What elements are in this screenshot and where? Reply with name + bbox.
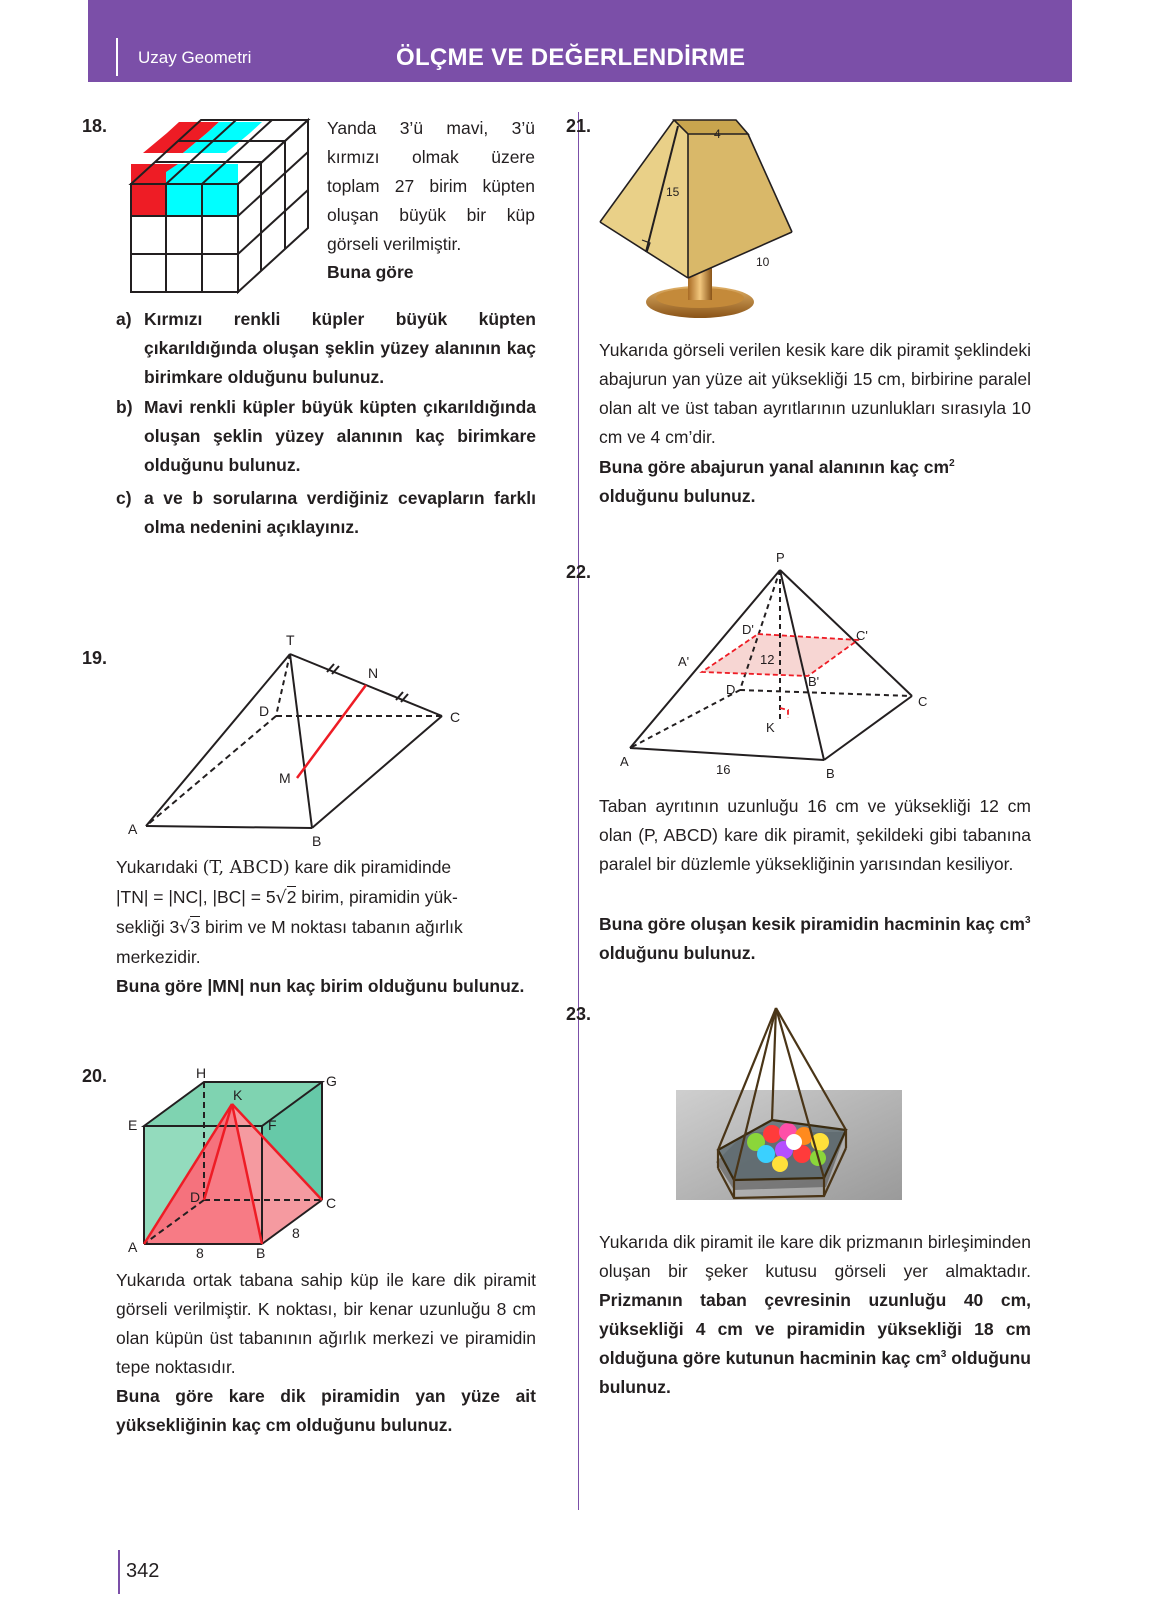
q19-coef-2: 3 — [169, 917, 180, 937]
q18-item-b-label: b) — [116, 397, 133, 417]
q19-text-3: |TN| = |NC|, |BC| = — [116, 887, 266, 907]
q23-text-intro: Yukarıda dik piramit ile kare dik prizmanın birleşiminden oluşan bir şeker kutusu görseli yer almaktadır. — [599, 1232, 1031, 1281]
q19-label-c: C — [450, 709, 461, 725]
q21-text: Yukarıda görseli verilen kesik kare dik piramit şeklindeki abajurun yan yüze ait yüksekliği 15 cm, birbirine paralel olan alt ve üst taban ayrıtlarının uzunlukları sırasıyla 10 cm ve 4 cm’dir. — [599, 340, 1031, 447]
page-title: ÖLÇME VE DEĞERLENDİRME — [396, 44, 746, 71]
section-name: Uzay Geometri — [138, 48, 252, 67]
column-divider — [578, 112, 579, 1510]
q19-question: Buna göre |MN| nun kaç birim olduğunu bulunuz. — [116, 976, 525, 996]
q19-label-b: B — [312, 833, 322, 849]
q22-question — [599, 910, 1031, 968]
q19-radicand-1: 2 — [286, 887, 297, 907]
q20-text: Yukarıda ortak tabana sahip küp ile kare dik piramit görseli verilmiştir. K noktası, bir kenar uzunluğu 8 cm olan küpün üst tabanının ağırlık merkezi ve piramidin tepe noktasıdır. — [116, 1270, 536, 1377]
q20-label-f: F — [268, 1117, 277, 1133]
q19-text-4: birim, piramidin yük- — [296, 887, 458, 907]
q19-text-6: birim ve M noktası tabanın ağırlık — [200, 917, 463, 937]
q22-label-a1: A' — [678, 654, 690, 669]
q18-item-c-label: c) — [116, 488, 132, 508]
q22-label-c: C — [918, 694, 928, 709]
q22-label-p: P — [776, 550, 785, 565]
question-21-number: 21. — [566, 116, 592, 136]
q19-text-2: kare dik piramidinde — [289, 857, 452, 877]
q23-question-end: olduğunu bulunuz. — [599, 1348, 1031, 1397]
q19-radicand-2: 3 — [190, 917, 201, 937]
q21-question-end: olduğunu bulunuz. — [599, 486, 756, 506]
q23-question-text: Prizmanın taban çevresinin uzunluğu 40 cm, yüksekliği 4 cm ve piramidin yüksekliği 18 cm olduğuna göre kutunun hacminin kaç cm — [599, 1290, 1031, 1368]
q22-label-k: K — [766, 720, 775, 735]
question-22-number: 22. — [566, 562, 592, 582]
question-20-number: 20. — [82, 1066, 108, 1086]
q19-text-1: Yukarıdaki — [116, 857, 203, 877]
q21-label-top: 4 — [714, 127, 721, 141]
q22-question-text: Buna göre oluşan kesik piramidin hacminin kaç cm — [599, 914, 1025, 934]
q21-question-sup: 2 — [949, 458, 955, 470]
q19-text-7: merkezidir. — [116, 947, 201, 967]
q18-cube-figure — [120, 112, 310, 298]
q18-item-c — [116, 484, 536, 542]
q19-pyramid-figure — [120, 630, 480, 850]
q22-label-b1: B' — [808, 674, 820, 689]
q20-label-e: E — [128, 1117, 138, 1133]
q20-label-a: A — [128, 1239, 138, 1255]
q20-question: Buna göre kare dik piramidin yan yüze ait yüksekliğinin kaç cm olduğunu bulunuz. — [116, 1386, 536, 1435]
q18-lead: Buna göre — [327, 262, 414, 282]
q19-label-t: T — [286, 632, 295, 648]
q22-label-height: 12 — [760, 652, 775, 667]
question-19-number: 19. — [82, 648, 108, 668]
q21-question-text: Buna göre abajurun yanal alanının kaç cm — [599, 457, 950, 477]
q20-label-d: D — [190, 1189, 201, 1205]
q18-item-a — [116, 305, 536, 392]
q23-candy-box-photo — [676, 1002, 906, 1216]
q22-label-c1: C' — [856, 628, 868, 643]
q19-label-m: M — [279, 770, 291, 786]
q21-question — [599, 453, 1031, 511]
q23-text — [599, 1228, 1031, 1402]
q22-label-d1: D' — [742, 622, 754, 637]
q18-item-c-text: a ve b sorularına verdiğiniz cevapların farklı olma nedenini açıklayınız. — [144, 488, 536, 537]
sqrt-symbol: √ — [275, 888, 287, 908]
page-number-bar — [118, 1550, 120, 1594]
q21-lamp-figure — [596, 112, 806, 322]
q22-question-end: olduğunu bulunuz. — [599, 943, 756, 963]
q19-label-d: D — [259, 703, 270, 719]
q23-question-sup: 3 — [940, 1349, 947, 1361]
page-number: 342 — [126, 1560, 160, 1582]
q20-label-g: G — [326, 1073, 337, 1089]
q22-pyramid-figure — [612, 548, 952, 784]
q20-label-k: K — [233, 1087, 243, 1103]
q19-label-n: N — [368, 665, 379, 681]
question-18-number: 18. — [82, 116, 108, 136]
q20-label-h: H — [196, 1065, 207, 1081]
question-23-number: 23. — [566, 1004, 592, 1024]
q19-coef-1: 5 — [265, 887, 276, 907]
q20-label-b: B — [256, 1245, 266, 1261]
q19-pyramid-name: (T, ABCD) — [202, 858, 290, 878]
q20-label-c: C — [326, 1195, 337, 1211]
q19-text-5: sekliği — [116, 917, 170, 937]
q22-label-b: B — [826, 766, 835, 781]
q20-label-len-bc: 8 — [292, 1225, 300, 1241]
q22-text: Taban ayrıtının uzunluğu 16 cm ve yüksekliği 12 cm olan (P, ABCD) kare dik piramit, şekildeki gibi tabanına paralel bir düzlemle yüksekliğinin yarısından kesiliyor. — [599, 796, 1031, 874]
q20-label-len-ab: 8 — [196, 1245, 204, 1261]
q21-label-bottom: 10 — [756, 255, 770, 269]
q22-question-sup: 3 — [1024, 915, 1031, 927]
q18-item-b — [116, 393, 536, 480]
q22-label-d: D — [726, 682, 736, 697]
q18-item-a-label: a) — [116, 309, 132, 329]
q19-text — [116, 853, 536, 972]
q18-item-a-text: Kırmızı renkli küpler büyük küpten çıkarıldığında oluşan şeklin yüzey alanının kaç birimkare olduğunu bulunuz. — [144, 309, 536, 387]
q22-label-a: A — [620, 754, 629, 769]
q18-intro: Yanda 3’ü mavi, 3’ü kırmızı olmak üzere toplam 27 birim küpten oluşan büyük bir küp görseli verilmiştir. — [327, 118, 535, 254]
q20-cube-pyramid-figure — [120, 1060, 360, 1260]
q19-label-a: A — [128, 821, 138, 837]
page-header — [88, 0, 1072, 82]
header-divider — [116, 38, 118, 76]
q18-item-b-text: Mavi renkli küpler büyük küpten çıkarıldığında oluşan şeklin yüzey alanının kaç birimkare olduğunu bulunuz. — [144, 397, 536, 475]
q22-label-side: 16 — [716, 762, 731, 777]
q21-label-slant: 15 — [666, 185, 680, 199]
sqrt-symbol: √ — [179, 918, 191, 938]
